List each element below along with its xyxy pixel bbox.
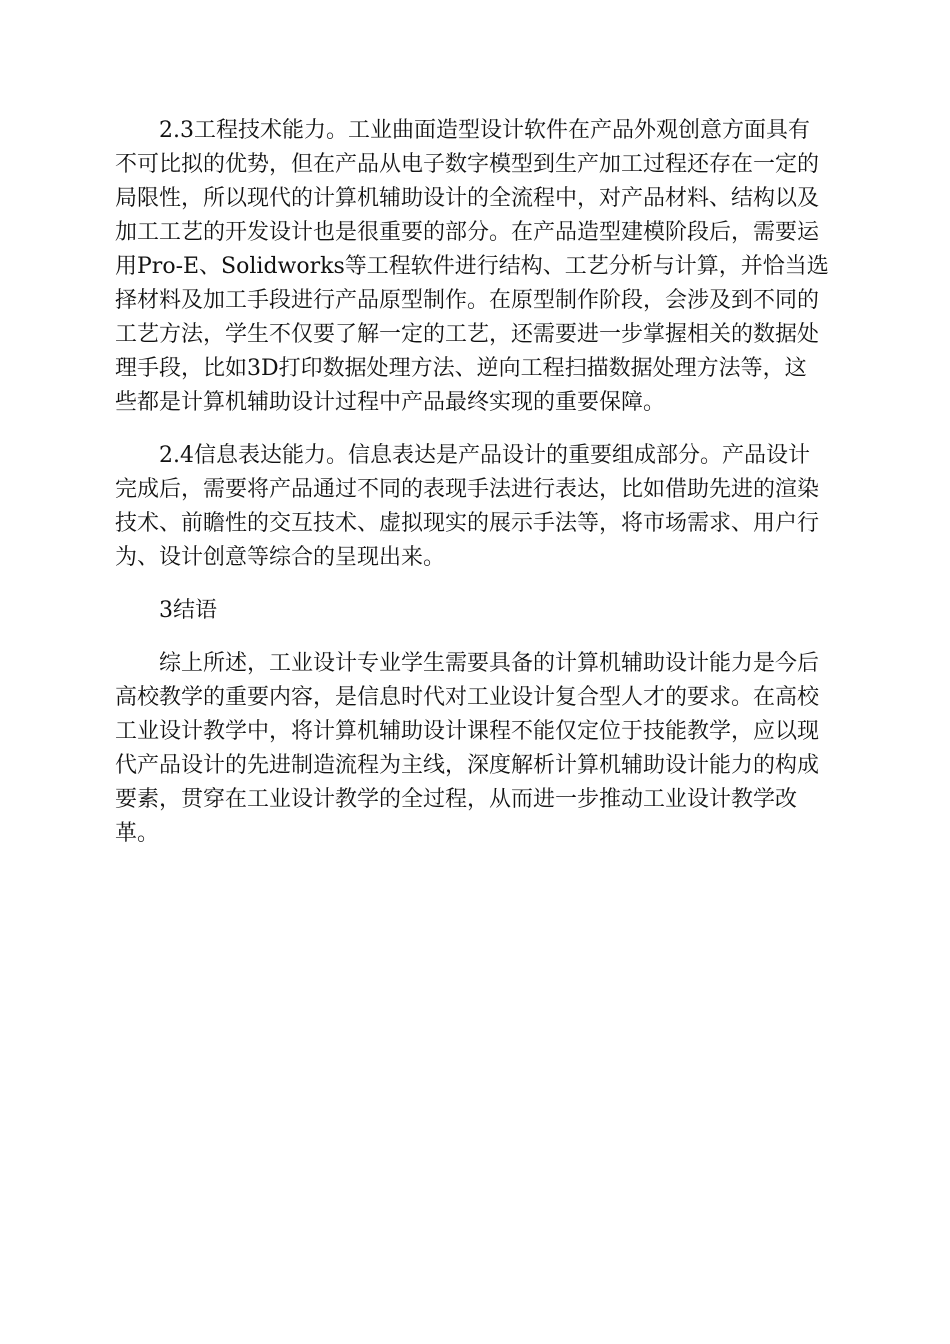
paragraph-line: 工艺方法，学生不仅要了解一定的工艺，还需要进一步掌握相关的数据处 — [115, 322, 820, 347]
paragraph-line: 技术、前瞻性的交互技术、虚拟现实的展示手法等，将市场需求、用户行 — [115, 511, 820, 536]
paragraph-line: 局限性，所以现代的计算机辅助设计的全流程中，对产品材料、结构以及 — [115, 186, 820, 211]
paragraph-line: 不可比拟的优势，但在产品从电子数字模型到生产加工过程还存在一定的 — [115, 152, 820, 177]
paragraph-line: 代产品设计的先进制造流程为主线，深度解析计算机辅助设计能力的构成 — [115, 753, 820, 778]
document-body — [115, 114, 835, 851]
paragraph-spacer — [115, 628, 835, 647]
paragraph-line: 些都是计算机辅助设计过程中产品最终实现的重要保障。 — [115, 390, 666, 415]
paragraph-line: 高校教学的重要内容，是信息时代对工业设计复合型人才的要求。在高校 — [115, 685, 820, 710]
paragraph-line: 用Pro-E、Solidworks等工程软件进行结构、工艺分析与计算，并恰当选 — [115, 254, 829, 279]
paragraph-spacer — [115, 575, 835, 594]
paragraph-spacer — [115, 420, 835, 439]
paragraph-conclusion — [115, 647, 835, 851]
section-heading-conclusion — [115, 594, 835, 628]
paragraph-line: 加工工艺的开发设计也是很重要的部分。在产品造型建模阶段后，需要运 — [115, 220, 820, 245]
paragraph-line: 理手段，比如3D打印数据处理方法、逆向工程扫描数据处理方法等，这 — [115, 356, 807, 381]
paragraph-engineering-ability — [115, 114, 835, 420]
paragraph-information-expression — [115, 439, 835, 575]
paragraph-line: 综上所述，工业设计专业学生需要具备的计算机辅助设计能力是今后 — [159, 651, 820, 676]
paragraph-line: 2.3工程技术能力。工业曲面造型设计软件在产品外观创意方面具有 — [159, 118, 810, 143]
paragraph-line: 要素，贯穿在工业设计教学的全过程，从而进一步推动工业设计教学改 — [115, 787, 798, 812]
paragraph-line: 择材料及加工手段进行产品原型制作。在原型制作阶段，会涉及到不同的 — [115, 288, 820, 313]
paragraph-line: 工业设计教学中，将计算机辅助设计课程不能仅定位于技能教学，应以现 — [115, 719, 820, 744]
paragraph-line: 革。 — [115, 821, 160, 846]
paragraph-line: 2.4信息表达能力。信息表达是产品设计的重要组成部分。产品设计 — [159, 443, 810, 468]
paragraph-line: 为、设计创意等综合的呈现出来。 — [115, 545, 446, 570]
paragraph-line: 完成后，需要将产品通过不同的表现手法进行表达，比如借助先进的渲染 — [115, 477, 820, 502]
section-heading: 3结语 — [159, 598, 217, 623]
